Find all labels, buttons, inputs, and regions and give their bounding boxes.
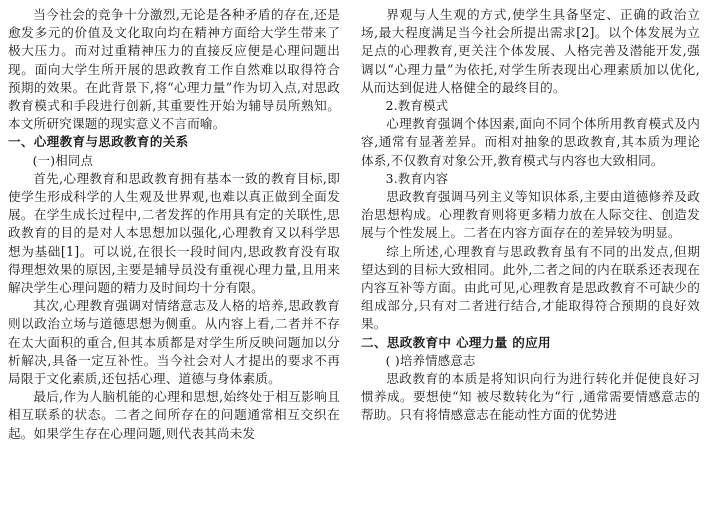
paragraph-emotion-will: 思政教育的本质是将知识向行为进行转化并促使良好习惯养成。要想使“知 被尽数转化为“行 ,通常需要情感意志的帮助。只有将情感意志在能动性方面的优势进 — [361, 371, 700, 423]
section-heading-application: 二、思政教育中 心理力量 的应用 — [361, 334, 551, 350]
paragraph-continued: 界观与人生观的方式,使学生具备坚定、正确的政治立场,最大程度满足当今社会所提出需求[2]。以个体发展为立足点的心理教育,更关注个体发展、人格完善及潜能开发,强调以“心理力量”为依托,对学生所表现出心理素质加以优化,从而达到促进人格健全的最终目的。 — [361, 7, 700, 95]
paragraph-education-mode: 心理教育强调个体因素,面向不同个体所用教育模式及内容,通常有显著差异。而相对抽象的思政教育,其本质为理论体系,不仅教育对象公开,教育模式与内容也大致相同。 — [361, 116, 700, 168]
section-heading-relationship: 一、心理教育与思政教育的关系 — [8, 134, 189, 150]
left-column — [0, 0, 340, 515]
paragraph-firstly: 首先,心理教育和思政教育拥有基本一致的教育目标,即使学生形成科学的人生观及世界观,也难以真正做到全面发展。在学生成长过程中,二者发挥的作用具有定的关联性,思政教育的目的是对人本思想加以强化,心理教育又以科学思想为基础[1]。可以说,在很长一段时间内,思政教育没有取得理想效果的原因,主要是辅导员没有重视心理力量,且用来解决学生心理问题的精力及时间均十分有限。 — [8, 170, 340, 296]
subsection-heading-education-content: 3.教育内容 — [385, 171, 449, 186]
subsection-heading-similarities: (一)相同点 — [32, 153, 94, 168]
subsection-heading-education-mode: 2.教育模式 — [385, 99, 449, 114]
paragraph-secondly: 其次,心理教育强调对情绪意志及人格的培养,思政教育则以政治立场与道德思想为侧重。从内容上看,二者并不存在太大面积的重合,但其本质都是对学生所反映问题加以分析解决,具备一定互补性。当今社会对人才提出的要求不再局限于文化素质,还包括心理、道德与身体素质。 — [8, 298, 340, 387]
paragraph-lastly: 最后,作为人脑机能的心理和思想,始终处于相互影响且相互联系的状态。二者之间所存在的问题通常相互交织在 起。如果学生存在心理问题,则代表其尚未发 — [8, 389, 340, 441]
right-column — [361, 0, 706, 515]
paragraph-education-content: 思政教育强调马列主义等知识体系,主要由道德修养及政治思想构成。心理教育则将更多精力放在人际交往、创造发展与个性发展上。二者在内容方面存在的差异较为明显。 — [361, 189, 700, 241]
subsection-heading-emotion-will: ( )培养情感意志 — [385, 353, 476, 368]
intro-paragraph: 当今社会的竞争十分激烈,无论是各种矛盾的存在,还是愈发多元的价值及文化取向均在精神方面给大学生带来了极大压力。而对过重精神压力的直接反应便是心理问题出现。面向大学生所开展的思政教育工作自然难以取得符合预期的效果。在此背景下,将“心理力量”作为切入点,对思政教育模式和手段进行创新,其重要性开始为辅导员所熟知。本文所研究课题的现实意义不言而喻。 — [8, 7, 340, 132]
paragraph-summary: 综上所述,心理教育与思政教育虽有不同的出发点,但期望达到的目标大致相同。此外,二者之间的内在联系还表现在内容互补等方面。由此可见,心理教育是思政教育不可缺少的组成部分,只有对二者进行结合,才能取得符合预期的良好效果。 — [361, 243, 700, 332]
